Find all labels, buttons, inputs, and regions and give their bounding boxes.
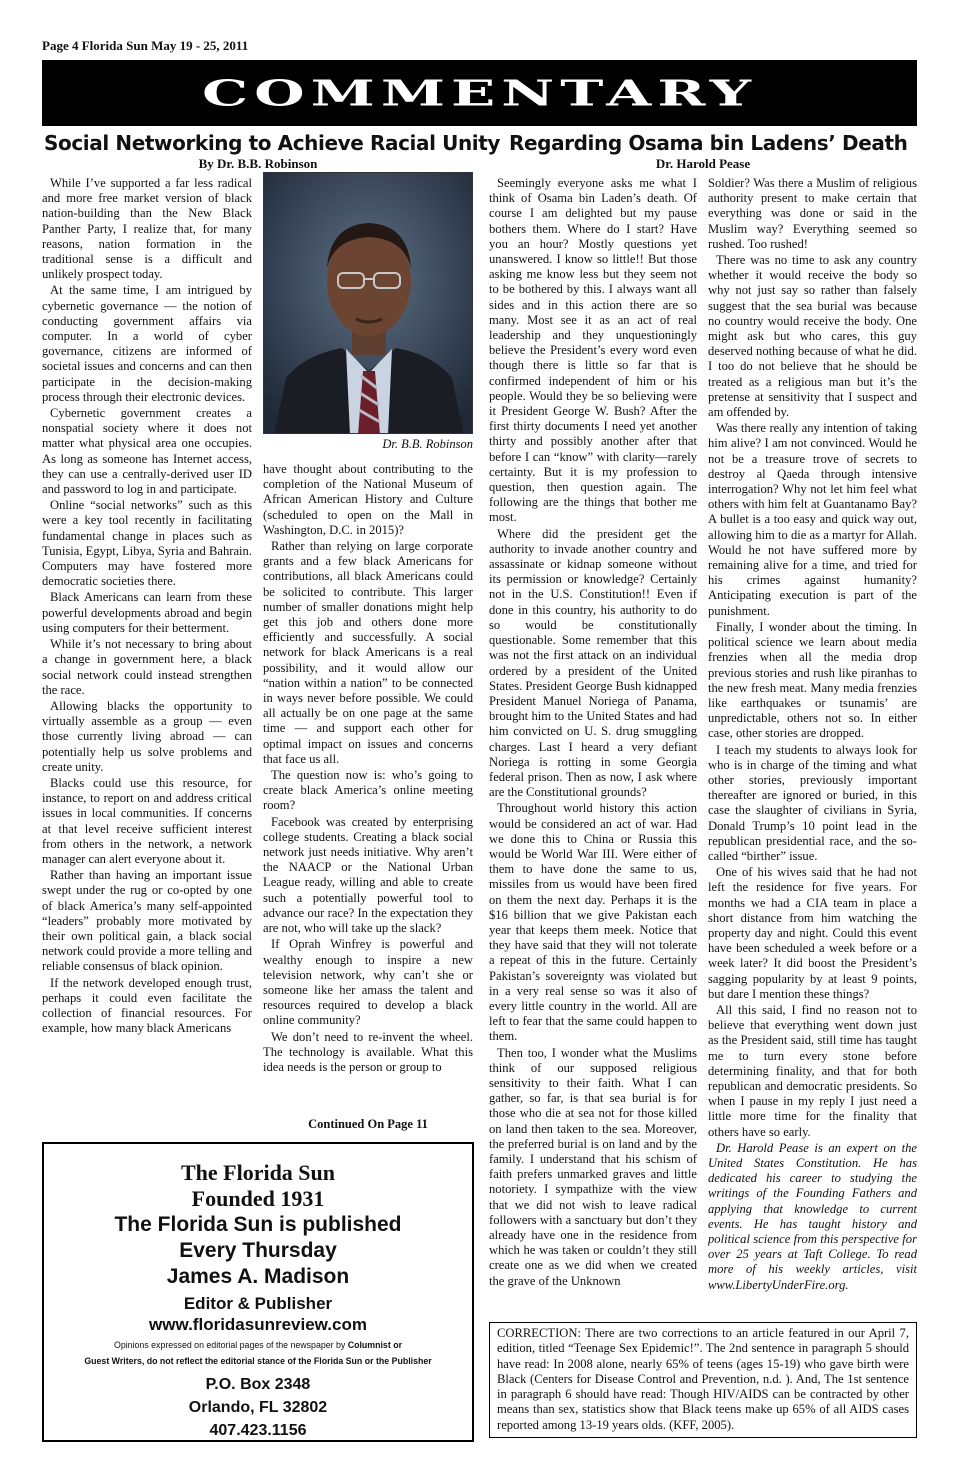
article1-headline: Social Networking to Achieve Racial Unity (44, 131, 501, 155)
paragraph: Soldier? Was there a Muslim of religious authority present to make certain that everything was done or said in the Muslim way? Everything seemed so rushed. Too rushed! (708, 176, 917, 251)
paragraph: There was no time to ask any country whether it would receive the body so why not just say so rather than falsely suggest that the sea burial was because no country would receive the body. One might ask but who cares, this guy deserved nothing because of what he did. I too do not believe that he should be treated as a religious man but it’s the pretense at sensitivity that I suspect and am offended by. (708, 253, 917, 420)
photo-caption: Dr. B.B. Robinson (382, 437, 473, 451)
paragraph: I teach my students to always look for who is in charge of the timing and what other stories, previously important thereafter are ignored or buried, in this case the slaughter of civilians in Syria, Donald Trump’s 10 point lead in the republican presidential race, and the so-called “birther” issue. (708, 742, 917, 863)
masthead-box (42, 1142, 474, 1442)
article2-headline: Regarding Osama bin Ladens’ Death (509, 131, 908, 155)
paragraph: Black Americans can learn from these powerful developments abroad and begin using computers for their betterment. (42, 590, 252, 635)
section-title: COMMENTARY (201, 71, 758, 115)
continued-note: Continued On Page 11 (308, 1117, 428, 1131)
paragraph: If Oprah Winfrey is powerful and wealthy enough to inspire a new television network, why can’t she or someone like her amass the talent and resources required to develop a black online community? (263, 937, 473, 1028)
paragraph: Allowing blacks the opportunity to virtually assemble as a group — even those currently living abroad — can potentially help us solve problems and create unity. (42, 698, 252, 774)
paragraph: Facebook was created by enterprising college students. Creating a black social network just needs initiative. Why aren’t the NAACP or the National Urban League ready, willing and able to create such a potentially powerful tool to advance our race? In the expectation they are not, who will take up the slack? (263, 814, 473, 936)
paragraph: Then too, I wonder what the Muslims think of our supposed religious sensitivity to their faith. What I can gather, so far, is that sea burial is for those who die at sea not for those killed on land then taken to the sea. Moreover, the preferred burial is on land and by the family. I understand that his schism of faith prefers unmarked graves and little notoriety. I sympathize with the view that we did not wish to leave radical followers with a sanctuary but don’t they already have one in the residence from which he was taken or couldn’t they still create one as we did when we created the grave of the Unknown (489, 1045, 697, 1288)
paragraph: Cybernetic government creates a nonspatial society where it does not matter what physical area one occupies. As long as someone has Internet access, they can use a centrally-derived user ID and password to log in and participate. (42, 406, 252, 497)
author-photo (263, 172, 473, 434)
masthead-editor-name: James A. Madison (166, 1265, 350, 1288)
paragraph: One of his wives said that he had not left the residence for five years. For months we had a CIA team in place a short distance from him watching the property day and night. Could this event have been scheduled a week before or a week later? It did boost the President’s sagging popularity by at least 9 points, but dare I mention these things? (708, 865, 917, 1001)
article1-byline: By Dr. B.B. Robinson (198, 156, 318, 171)
section-banner (42, 60, 917, 126)
paragraph: Was there really any intention of taking him alive? I am not convinced. Would he not be a treasure trove of secrets to destroy al Qaeda through intensive interrogation? Why not let him feel what others with him felt at Guantanamo Bay? A bullet is a too easy and quick way out, allowing him to die as a martyr for Allah. Would he not have suffered more by remaining alive for a time, and tried for his crimes against humanity? Anticipating execution is part of the punishment. (708, 421, 917, 618)
paragraph: While I’ve supported a far less radical and more free market version of black nation-building than the New Black Panther Party, I realize that, for many reasons, nation formation in the traditional sense is a difficult and unlikely prospect today. (42, 176, 252, 282)
article2-byline: Dr. Harold Pease (655, 156, 751, 171)
paragraph: have thought about contributing to the completion of the National Museum of African American History and Culture (scheduled to open on the Mall in Washington, D.C. in 2015)? (263, 462, 473, 537)
masthead-disclaimer (44, 1337, 472, 1353)
author-bio: Dr. Harold Pease is an expert on the United States Constitution. He has dedicated his career to studying the writings of the Founding Fathers and applying that knowledge to current events. He has taught history and political science from this perspective for over 25 years at Taft College. To read more of his weekly articles, visit www.LibertyUnderFire.org. (708, 1140, 917, 1292)
paragraph: Seemingly everyone asks me what I think of Osama bin Laden’s death. Of course I am delighted but my pause bothers them. Where do I start? Have you an hour? Mostly questions yet unanswered. I know so little!! But those asking me know less but they seem not to be bothered by this. I always want all sides and in this action there are so many. Most see it as an act of real leadership and they unquestioningly believe the President’s every word even though there is little so far that is confirmed independent of him or his people. Would they be so believing were it President George W. Bush? After the first thirty documents I need yet another thirty and possibly another after that before I can “know” with clarity—rarely certainty. But it is my profession to question, then question again. The following are the things that bother me most. (489, 176, 697, 525)
paragraph: If the network developed enough trust, perhaps it could even facilitate the collection of financial resources. For example, how many black Americans (42, 975, 252, 1036)
paragraph: Online “social networks” such as this were a key tool recently in facilitating fundamental change in places such as Tunisia, Egypt, Libya, Syria and Bahrain. Computers may have fostered more democratic societies there. (42, 498, 252, 589)
masthead-founded: Founded 1931 (191, 1186, 325, 1211)
masthead-editor-title: Editor & Publisher (183, 1294, 333, 1313)
masthead-published: The Florida Sun is published (114, 1213, 402, 1236)
page-header: Page 4 Florida Sun May 19 - 25, 2011 (42, 38, 249, 53)
paragraph: While it’s not necessary to bring about a change in government here, a black social network could instead strengthen the race. (42, 637, 252, 697)
masthead-po-box: P.O. Box 2348 (205, 1376, 311, 1393)
article1-column-1 (42, 176, 252, 1136)
portrait-image (264, 173, 473, 434)
masthead-phone: 407.423.1156 (209, 1422, 307, 1439)
masthead-disclaimer-2: Guest Writers, do not reflect the editorial stance of the Florida Sun or the Publisher (84, 1356, 432, 1366)
paragraph: Finally, I wonder about the timing. In political science we learn about media frenzies when all the media drop previous stories and rush like piranhas to the new fresh meat. Many media frenzies like earthquakes or tsunamis’ are unpredictable, others not so. In either case, other stories are dropped. (708, 619, 917, 741)
correction-box: CORRECTION: There are two corrections to an article featured in our April 7, edition, titled “Teenage Sex Epidemic!”. The 2nd sentence in paragraph 5 should have read: In 2008 alone, nearly 65% of teens (ages 15-19) who gave birth were Black (Centers for Disease Control and Prevention, n.d. ). And, The 1st sentence in paragraph 6 should have read: Though HIV/AIDS can be contracted by other means than sex, statistics show that Black teens make up 65% of all AIDS cases reported among 13-19 years olds. (KFF, 2005). (489, 1322, 917, 1438)
paragraph: Rather than relying on large corporate grants and a few black Americans for contributions, all black Americans could be solicited to contribute. This larger number of smaller donations might help get this job and others done more efficiently and successfully. A social network for black Americans is a real possibility, and it would allow our “nation within a nation” to be connected in ways never before possible. We could all actually be on one page at the same time — and support each other for optimal impact on issues and concerns that face us all. (263, 539, 473, 766)
paragraph: All this said, I find no reason not to believe that everything went down just as the President said, still time has taught me to turn every stone before determining finality, and that for both republican and democratic presidents. So when I pause in my reply I just need a little more time for the finality that others have so early. (708, 1002, 917, 1139)
article1-column-2 (263, 462, 473, 1118)
masthead-paper-name: The Florida Sun (180, 1160, 336, 1185)
paragraph: The question now is: who’s going to create black America’s online meeting room? (263, 768, 473, 813)
paragraph: At the same time, I am intrigued by cybernetic governance — the notion of conducting government affairs via computer. In a world of cyber governance, citizens are informed of societal issues and concerns and can then participate in the decision-making process through their electronic devices. (42, 283, 252, 404)
paragraph: Blacks could use this resource, for instance, to report on and address critical issues in local communities. If concerns at that level receive sufficient interest from others in the network, a network manager can alert everyone about it. (42, 775, 252, 866)
disclaimer-text: Opinions expressed on editorial pages of the newspaper by (113, 1340, 348, 1350)
paragraph: Throughout world history this action would be considered an act of war. Had we done this to China or Russia this would be World War III. Were either of them to have done the same to us, missiles from us would have been fired on them the next day. Perhaps it is the $16 billion that we give Pakistan each year that keeps them meek. Notice that they have said that they will not tolerate a repeat of this in the future. Certainly Pakistan’s sovereignty was violated but in a very real sense so was it also of every little country in the world. All are left to fear that the same could happen to them. (489, 801, 697, 1044)
masthead-city: Orlando, FL 32802 (188, 1399, 328, 1416)
paragraph: We don’t need to re-invent the wheel. The technology is available. What this idea needs is the person or group to (263, 1029, 473, 1074)
masthead-frequency: Every Thursday (179, 1239, 337, 1262)
paragraph: Where did the president get the authority to invade another country and assassinate or kidnap someone without its permission or knowledge? Certainly not in the U.S. Constitution!! Even if done in this country, his authority to do so would be constitutionally questionable. Some remember that this was not the first attack on an individual ordered by a president of the United States. President George Bush kidnapped President Manuel Noriega of Panama, brought him to the United States and had him convicted on U. S. drug smuggling charges. Last I heard a very defiant Noriega is rotting in some Georgia federal prison. Then as now, I ask where are the Constitutional grounds? (489, 526, 697, 800)
article2-column-2 (708, 176, 917, 1316)
masthead-website[interactable]: www.floridasunreview.com (149, 1315, 367, 1334)
article2-column-1 (489, 176, 697, 1316)
paragraph: Rather than having an important issue swept under the rug or co-opted by one of black America’s many self-appointed “leaders” probably more motivated by their own political gain, a black social network could provide a more telling and reliable consensus of black opinion. (42, 868, 252, 974)
disclaimer-bold: Columnist or (347, 1340, 402, 1350)
